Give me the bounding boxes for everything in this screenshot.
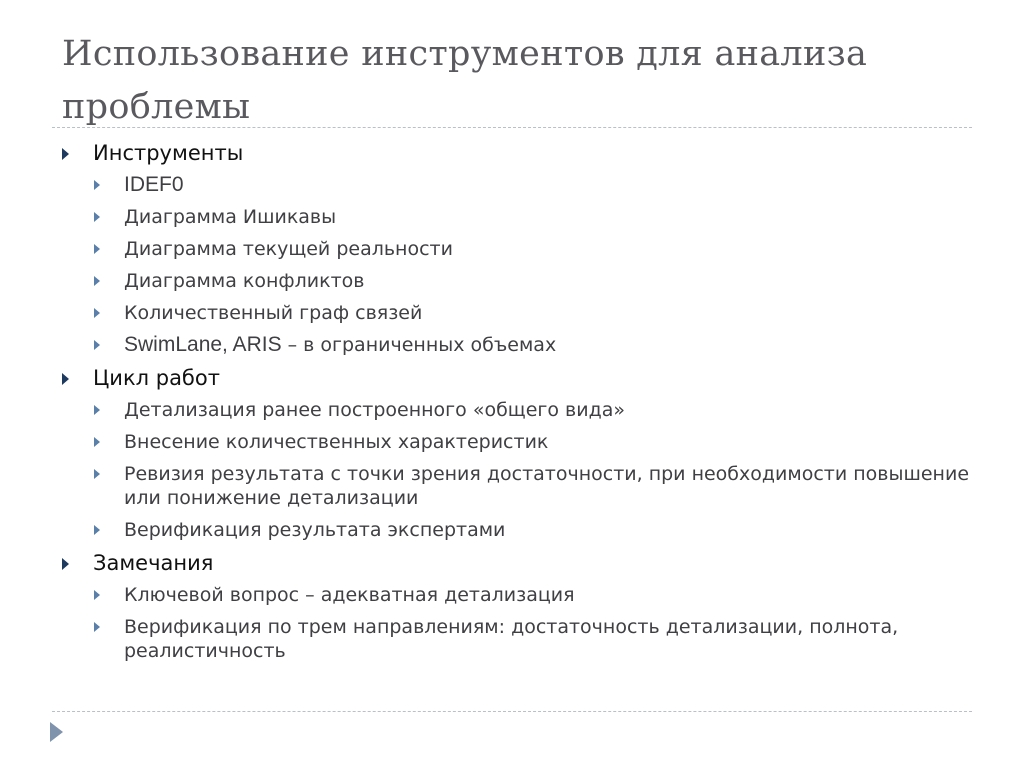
list-item xyxy=(60,205,970,229)
slide-title: Использование инструментов для анализа проблемы xyxy=(62,34,868,127)
bullet-arrow-icon xyxy=(62,373,69,385)
list-item xyxy=(60,333,970,357)
section-heading xyxy=(60,140,970,166)
list-item xyxy=(60,301,970,325)
section-heading-text: Замечания xyxy=(93,551,214,575)
list-item-text: Детализация ранее построенного «общего вида» xyxy=(124,399,625,421)
title-divider xyxy=(52,127,972,128)
list-item xyxy=(60,269,970,293)
bullet-arrow-icon xyxy=(94,244,100,254)
list-item-text: IDEF0 xyxy=(124,173,184,196)
footer-divider xyxy=(52,711,972,712)
bullet-arrow-icon xyxy=(94,180,100,190)
section-heading-text: Инструменты xyxy=(93,141,244,165)
list-item xyxy=(60,518,970,542)
bullet-arrow-icon xyxy=(94,437,100,447)
list-item-text: Верификация по трем направлениям: достаточность детализации, полнота, реалистичность xyxy=(124,616,899,662)
section-heading-text: Цикл работ xyxy=(93,366,220,390)
bullet-arrow-icon xyxy=(94,212,100,222)
list-item-text: Верификация результата экспертами xyxy=(124,519,506,541)
bullet-arrow-icon xyxy=(62,558,69,570)
list-item-text: Диаграмма Ишикавы xyxy=(124,206,337,228)
section-heading xyxy=(60,550,970,576)
list-item-text: Диаграмма текущей реальности xyxy=(124,238,453,260)
list-item xyxy=(60,615,970,663)
list-item-text: Количественный граф связей xyxy=(124,302,423,324)
bullet-arrow-icon xyxy=(94,340,100,350)
section-tools xyxy=(60,140,970,357)
bullet-arrow-icon xyxy=(94,405,100,415)
work-cycle-list xyxy=(60,398,970,542)
list-item-text: Ключевой вопрос – адекватная детализация xyxy=(124,584,575,606)
bullet-arrow-icon xyxy=(94,622,100,632)
bullet-arrow-icon xyxy=(94,469,100,479)
bullet-arrow-icon xyxy=(94,308,100,318)
section-remarks xyxy=(60,550,970,663)
section-work-cycle xyxy=(60,365,970,542)
list-item-text-prefix: SwimLane, ARIS xyxy=(124,333,282,356)
list-item-text: Ревизия результата с точки зрения достаточности, при необходимости повышение или понижение детализации xyxy=(124,463,970,509)
remarks-list xyxy=(60,583,970,663)
list-item xyxy=(60,237,970,261)
list-item xyxy=(60,430,970,454)
list-item-text: Внесение количественных характеристик xyxy=(124,431,549,453)
list-item xyxy=(60,583,970,607)
next-slide-arrow-icon[interactable] xyxy=(50,722,63,742)
slide-content xyxy=(60,140,970,671)
list-item xyxy=(60,398,970,422)
list-item xyxy=(60,173,970,197)
bullet-arrow-icon xyxy=(94,276,100,286)
bullet-arrow-icon xyxy=(62,148,69,160)
tools-list xyxy=(60,173,970,357)
section-heading xyxy=(60,365,970,391)
bullet-arrow-icon xyxy=(94,590,100,600)
list-item-text-suffix: – в ограниченных объемах xyxy=(281,334,557,356)
bullet-arrow-icon xyxy=(94,525,100,535)
list-item-text: Диаграмма конфликтов xyxy=(124,270,365,292)
list-item xyxy=(60,462,970,510)
